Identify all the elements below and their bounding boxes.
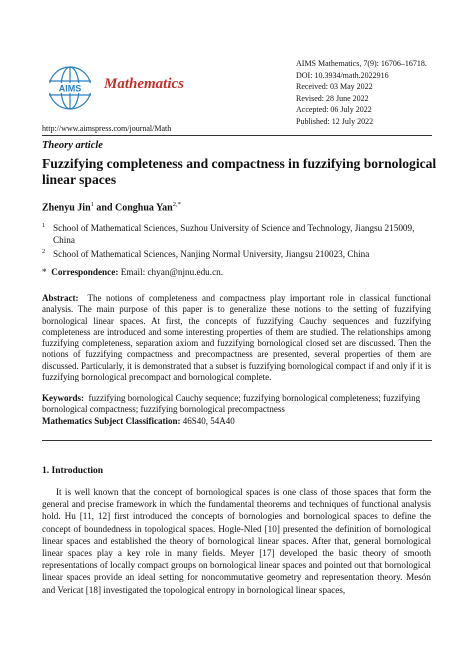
article-title: Fuzzifying completeness and compactness in fuzzifying bornological linear spaces xyxy=(42,156,437,187)
citation: AIMS Mathematics, 7(9): 16706–16718. xyxy=(296,59,427,68)
received-date: Received: 03 May 2022 xyxy=(296,82,373,92)
abstract xyxy=(42,293,431,383)
article-metadata xyxy=(296,58,427,128)
msc-label: Mathematics Subject Classification: xyxy=(42,416,181,426)
abstract-divider xyxy=(42,440,432,441)
correspondence-label: Correspondence: xyxy=(51,267,119,277)
affiliation-number: 1 xyxy=(42,222,46,229)
msc-codes: 46S40, 54A40 xyxy=(182,416,235,426)
abstract-label: Abstract: xyxy=(42,293,79,303)
logo-text: AIMS xyxy=(58,83,82,94)
header-divider xyxy=(42,135,432,136)
revised-date: Revised: 28 June 2022 xyxy=(296,93,369,103)
affiliation-2 xyxy=(42,248,437,260)
author-separator: and xyxy=(93,202,116,214)
accepted-date: Accepted: 06 July 2022 xyxy=(296,105,372,115)
author-list xyxy=(42,201,181,213)
doi[interactable]: DOI: 10.3934/math.2022916 xyxy=(296,70,389,80)
correspondence-email[interactable]: Email: chyan@njnu.edu.cn. xyxy=(120,267,224,277)
affiliation-number: 2 xyxy=(42,248,46,255)
aims-logo xyxy=(42,64,102,112)
keywords xyxy=(42,393,431,416)
article-type: Theory article xyxy=(42,140,103,151)
keywords-label: Keywords: xyxy=(42,393,84,403)
journal-name: Mathematics xyxy=(104,76,185,92)
author-affiliation-mark: 2,* xyxy=(172,201,181,208)
published-date: Published: 12 July 2022 xyxy=(296,116,374,126)
section-heading: 1. Introduction xyxy=(42,466,104,476)
author-name: Conghua Yan xyxy=(115,202,173,214)
affiliation-text: School of Mathematical Sciences, Suzhou University of Science and Technology, Jiangsu 215009, China xyxy=(53,223,415,245)
correspondence-star: * xyxy=(42,267,47,277)
body-paragraph: It is well known that the concept of bornological spaces is one class of those spaces that form the general and precise framework in which the fundamental theorems and techniques of functional analysis hold. Hu [11, 12] first introduced the concepts of bornologies and bornological spaces to define the concept of boundedness in topological spaces. Hogle-Nled [10] presented the definition of bornological linear spaces and established the theory of bornological linear spaces. After that, general bornological linear spaces play a key role in many fields. Meyer [17] developed the basic theory of smooth representations of locally compact groups on bornological linear spaces and pointed out that bornological linear spaces provide an ideal setting for noncommutative geometry and representation theory. Mesón and Vericat [18] investigated the topological entropy in bornological linear spaces, xyxy=(42,487,431,595)
abstract-text: The notions of completeness and compactness play important role in classical functional analysis. The main purpose of this paper is to generalize these notions to the setting of fuzzifying bornological linear spaces. At first, the concepts of fuzzifying Cauchy sequences and fuzzifying completeness are introduced and some interesting properties of them are studied. The relationships among fuzzifying completeness, separation axiom and fuzzifying bornological closed set are discussed. Then the notions of fuzzifying compactness and precompactness are presented, several properties of them are discussed. Particularly, it is demonstrated that a subset is fuzzifying bornological compact if and only if it is fuzzifying bornological precompact and bornological complete. xyxy=(42,293,431,383)
affiliation-1 xyxy=(42,222,437,246)
journal-url[interactable]: http://www.aimspress.com/journal/Math xyxy=(42,124,172,133)
author-affiliation-mark: 1 xyxy=(90,201,94,208)
affiliation-text: School of Mathematical Sciences, Nanjing Normal University, Jiangsu 210023, China xyxy=(53,249,370,259)
keywords-text: fuzzifying bornological Cauchy sequence; fuzzifying bornological completeness; fuzzifying bornological compactness; fuzzifying bornological precompactness xyxy=(42,393,421,415)
correspondence xyxy=(42,267,223,277)
author-name: Zhenyu Jin xyxy=(42,202,91,214)
msc-classification xyxy=(42,416,235,426)
